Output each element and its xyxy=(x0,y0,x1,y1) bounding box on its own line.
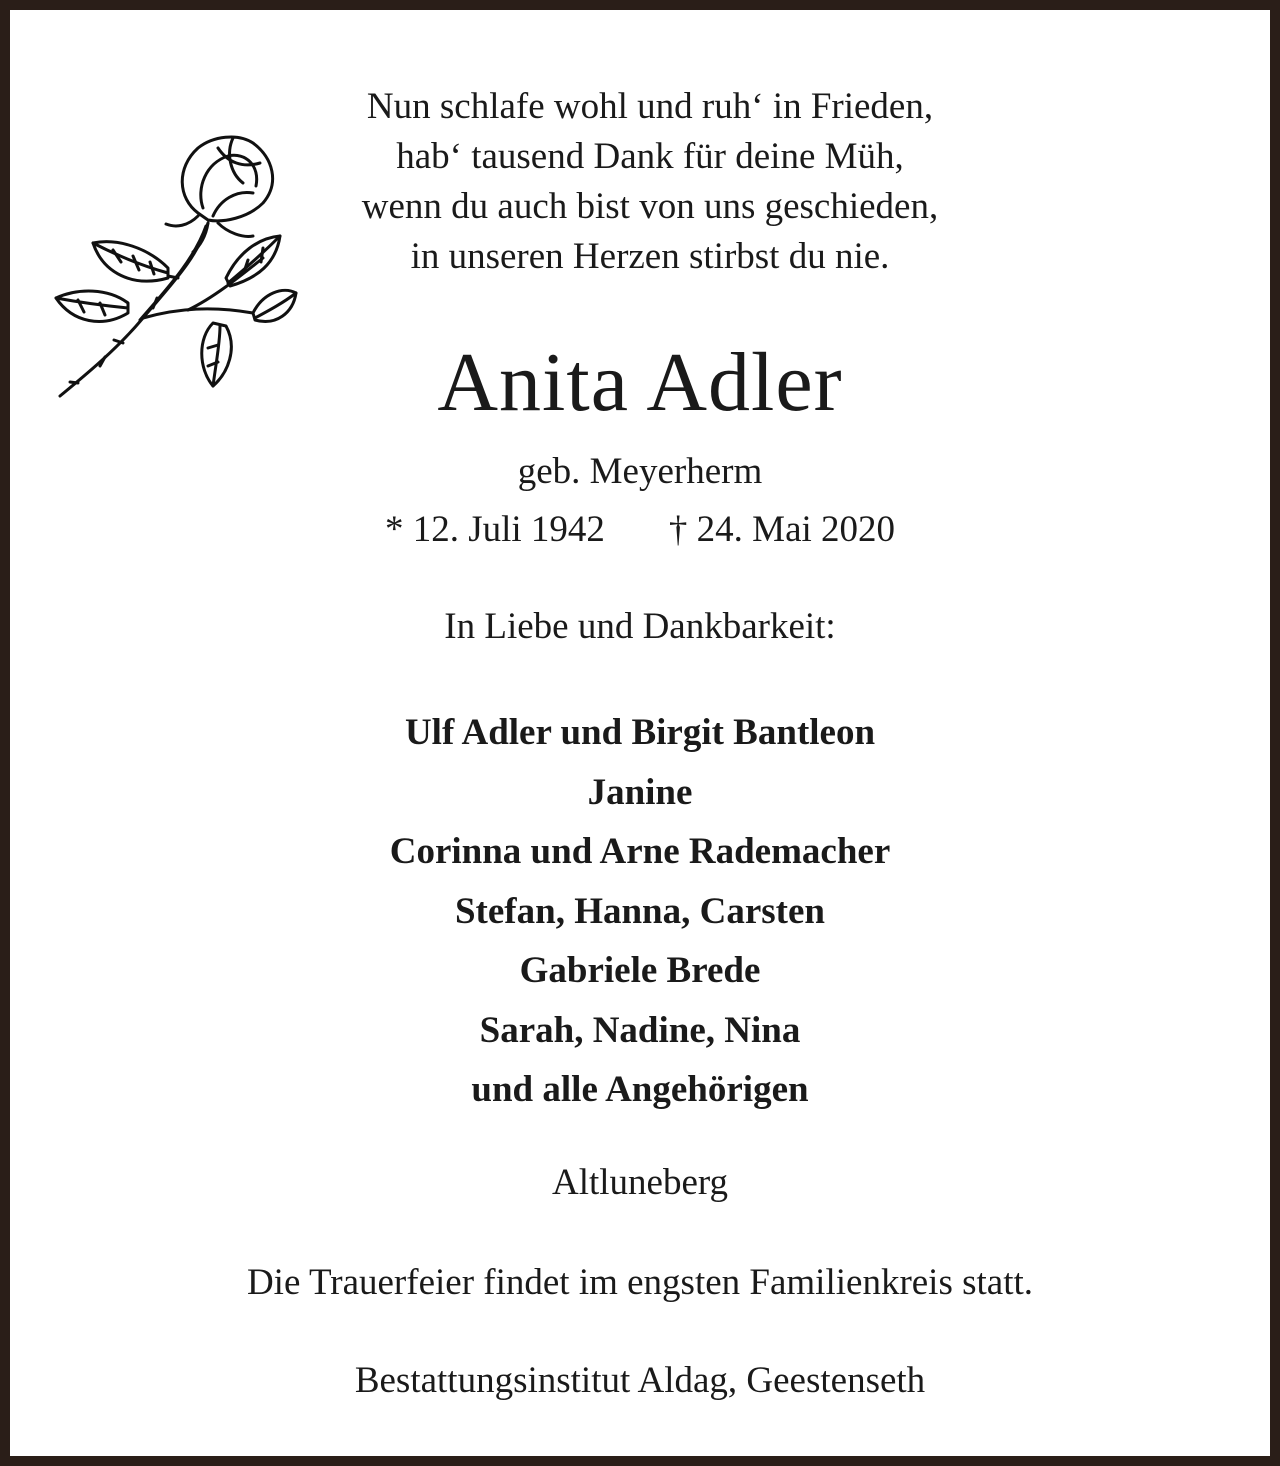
mourner-line: Gabriele Brede xyxy=(519,950,761,991)
poem-line: hab‘ tausend Dank für deine Müh, xyxy=(396,136,904,177)
mourner-line: Janine xyxy=(587,771,693,813)
mourner-line: Ulf Adler und Birgit Bantleon xyxy=(404,712,876,753)
poem xyxy=(270,82,1030,282)
intro-line: In Liebe und Dankbarkeit: xyxy=(444,606,836,647)
place: Altluneberg xyxy=(551,1162,729,1203)
undertaker: Bestattungsinstitut Aldag, Geestenseth xyxy=(354,1360,926,1401)
death-date: † 24. Mai 2020 xyxy=(668,509,896,550)
poem-line: in unseren Herzen stirbst du nie. xyxy=(410,236,890,277)
mourner-line: Sarah, Nadine, Nina xyxy=(479,1009,801,1051)
funeral-notice: Die Trauerfeier findet im engsten Familienkreis statt. xyxy=(246,1262,1034,1303)
maiden-name: geb. Meyerherm xyxy=(517,451,763,492)
mourner-line: Corinna und Arne Rademacher xyxy=(389,831,891,872)
birth-date: * 12. Juli 1942 xyxy=(384,509,605,550)
mourner-line: und alle Angehörigen xyxy=(471,1069,809,1110)
deceased-name: Anita Adler xyxy=(437,336,843,429)
mourners-list xyxy=(10,703,1270,1120)
mourner-line: Stefan, Hanna, Carsten xyxy=(454,890,826,932)
poem-line: wenn du auch bist von uns geschieden, xyxy=(361,186,939,227)
life-dates xyxy=(10,507,1270,553)
poem-line: Nun schlafe wohl und ruh‘ in Frieden, xyxy=(366,86,934,127)
